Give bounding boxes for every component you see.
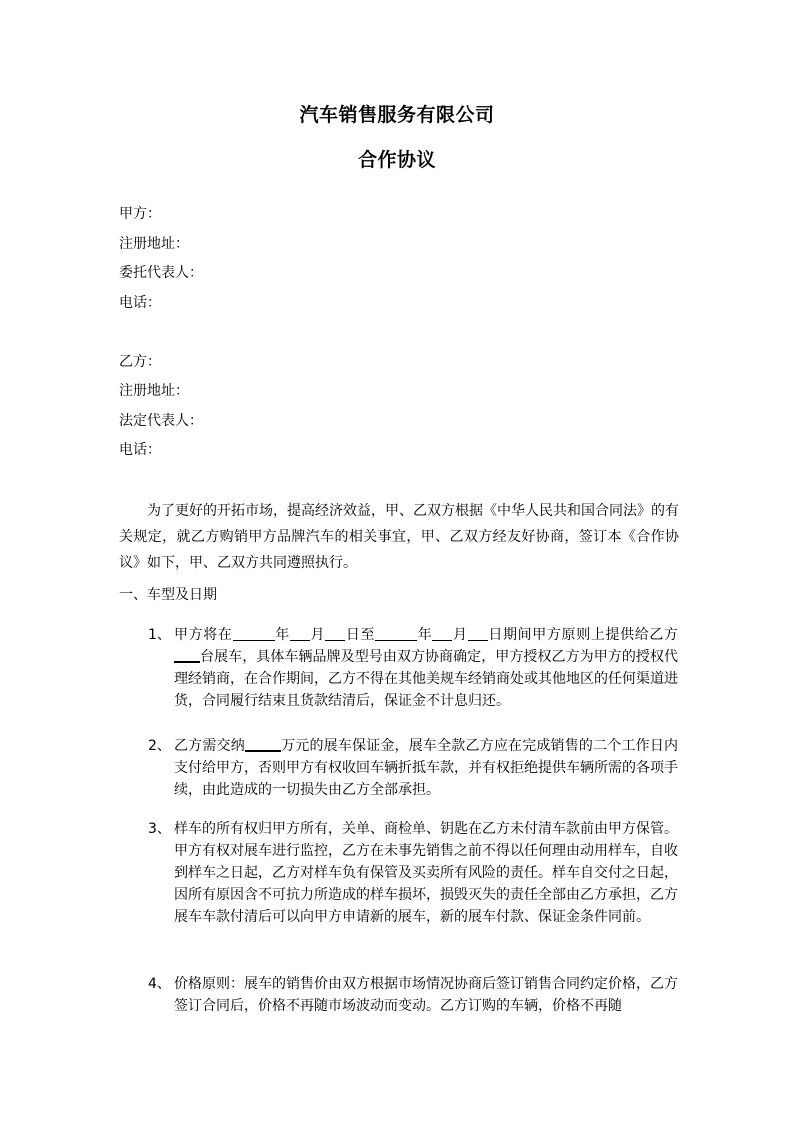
deposit-amount-blank[interactable] (245, 736, 281, 752)
clause-number: 1、 (148, 627, 171, 643)
clause-body: 样车的所有权归甲方所有，关单、商检单、钥匙在乙方未付清车款前由甲方保管。甲方有权对展车进行监控，乙方在未事先销售之前不得以任何理由动用样车，自收到样车之日起，乙方对样车负有保管及买卖所有风险的责任。样车自交付之日起，因所有原因含不可抗力所造成的样车损坏，损毁灭失的责任全部由乙方承担，乙方展车车款付清后可以向甲方申请新的展车，新的展车付款、保证金条件同前。 (174, 821, 678, 925)
clause-3 (148, 818, 678, 928)
document-title: 合作协议 (357, 149, 436, 171)
clause-4 (148, 973, 678, 1017)
clause-2 (148, 735, 678, 801)
clause-number: 2、 (148, 738, 171, 754)
month-blank[interactable] (290, 626, 310, 641)
party-b-phone-label: 电话： (119, 442, 161, 458)
vehicle-count-blank[interactable] (174, 647, 200, 663)
clause-body: 乙方需交纳 万元的展车保证金，展车全款乙方应在完成销售的二个工作日内支付给甲方，否则甲方有权收回车辆折抵车款，并有权拒绝提供车辆所需的各项手续，由此造成的一切损失由乙方全部承担。 (174, 738, 679, 798)
clause-number: 4、 (148, 976, 171, 992)
year-blank[interactable] (233, 626, 275, 641)
party-a-phone-label: 电话： (119, 295, 161, 311)
month-blank[interactable] (432, 626, 452, 641)
party-b-address-label: 注册地址： (119, 383, 189, 399)
year-blank[interactable] (375, 626, 417, 641)
party-a-name-label: 甲方： (119, 206, 161, 222)
clause-body: 甲方将在 年 月 日至 年 月 日期间甲方原则上提供给乙方台展车，具体车辆品牌及型号由双方协商确定，甲方授权乙方为甲方的授权代理经销商，在合作期间，乙方不得在其他美规车经销商处或其他地区的任何渠道进货，合同履行结束且货款结清后，保证金不计息归还。 (174, 627, 679, 709)
section-heading-vehicle-and-dates: 一、车型及日期 (119, 587, 217, 603)
day-blank[interactable] (468, 626, 488, 641)
clause-body: 价格原则：展车的销售价由双方根据市场情况协商后签订销售合同约定价格，乙方签订合同后，价格不再随市场波动而变动。乙方订购的车辆，价格不再随 (174, 976, 678, 1014)
party-a-representative-label: 委托代表人： (119, 265, 203, 281)
day-blank[interactable] (325, 626, 345, 641)
intro-paragraph: 为了更好的开拓市场，提高经济效益，甲、乙双方根据《中华人民共和国合同法》的有关规定，就乙方购销甲方品牌汽车的相关事宜，甲、乙双方经友好协商，签订本《合作协议》如下，甲、乙双方共同遵照执行。 (119, 503, 679, 571)
party-b-representative-label: 法定代表人： (119, 413, 203, 429)
clause-number: 3、 (148, 821, 171, 837)
company-name: 汽车销售服务有限公司 (299, 104, 495, 126)
party-a-address-label: 注册地址： (119, 236, 189, 252)
clause-1 (148, 624, 678, 712)
party-b-name-label: 乙方： (119, 354, 161, 370)
